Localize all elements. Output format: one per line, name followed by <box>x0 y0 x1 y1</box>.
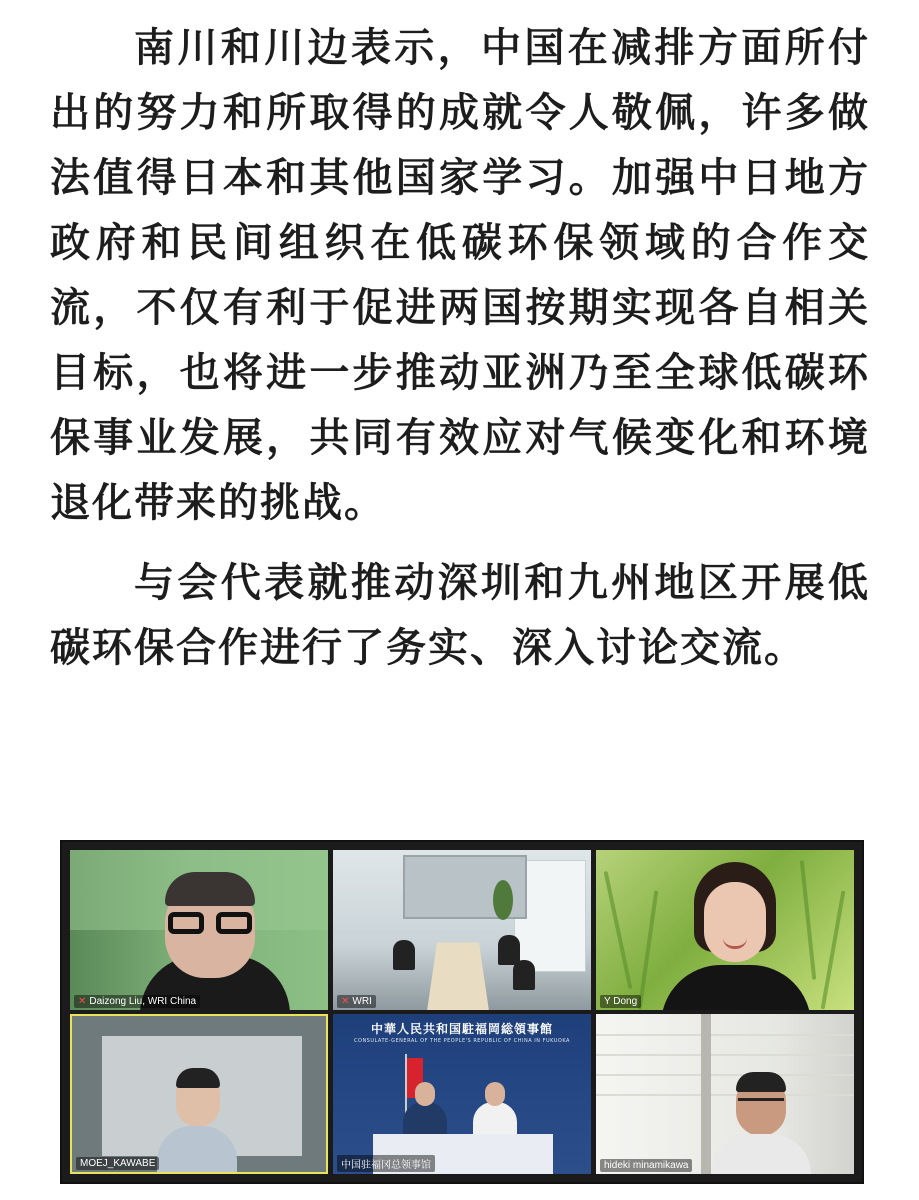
participant-name-label: MOEJ_KAWABE <box>76 1157 159 1170</box>
article-paragraph: 南川和川边表示，中国在减排方面所付出的努力和所取得的成就令人敬佩，许多做法值得日本和其他国家学习。加强中日地方政府和民间组织在低碳环保领域的合作交流，不仅有利于促进两国按期实现各自相关目标，也将进一步推动亚洲乃至全球低碳环保事业发展，共同有效应对气候变化和环境退化带来的挑战。 <box>50 25 870 526</box>
participant-name-label: Y Dong <box>600 995 641 1008</box>
video-tile-consulate <box>333 1014 591 1174</box>
video-tile-moej-kawabe-active-speaker <box>70 1014 328 1174</box>
participant-avatar <box>661 965 811 1010</box>
participant-name-label: hideki minamikawa <box>600 1159 692 1172</box>
participant-name-label: ✕ Daizong Liu, WRI China <box>74 995 200 1008</box>
participant-name-label: 中国驻福冈总领事馆 <box>337 1155 435 1172</box>
consulate-banner-subtitle: CONSULATE-GENERAL OF THE PEOPLE'S REPUBLIC OF CHINA IN FUKUOKA <box>354 1038 570 1044</box>
video-tile-y-dong <box>596 850 854 1010</box>
participant-avatar <box>711 1134 811 1174</box>
video-tile-hideki-minamikawa <box>596 1014 854 1174</box>
video-conference-screenshot <box>60 840 864 1184</box>
article-paragraph: 与会代表就推动深圳和九州地区开展低碳环保合作进行了务实、深入讨论交流。 <box>50 560 870 671</box>
video-tile-daizong-liu <box>70 850 328 1010</box>
video-tile-wri <box>333 850 591 1010</box>
participant-name-label: ✕ WRI <box>337 995 376 1008</box>
article-body <box>50 16 870 681</box>
consulate-banner-title: 中華人民共和国駐福岡総領事館 <box>370 1022 553 1036</box>
mic-muted-icon: ✕ <box>78 996 87 1007</box>
mic-muted-icon: ✕ <box>341 996 350 1007</box>
